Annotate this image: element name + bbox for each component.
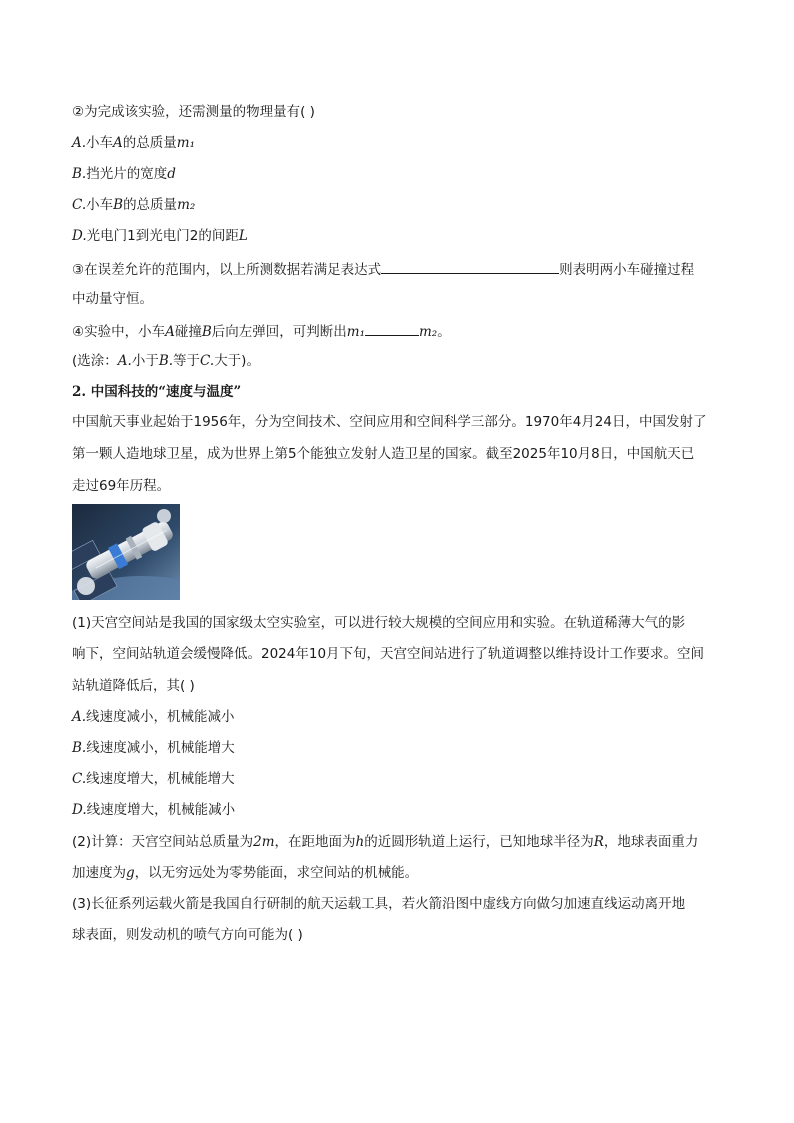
q2-heading: 2. 中国科技的“速度与温度” <box>72 384 242 400</box>
q2-part2-line1: (2)计算：天宫空间站总质量为2m，在距地面为h的近圆形轨道上运行，已知地球半径为R，地球表面重力 <box>72 834 699 850</box>
q1-step3-cont: 中动量守恒。 <box>72 291 153 307</box>
q1-option-a: A.小车A的总质量m₁ <box>72 135 196 151</box>
q2-part1-option-d: D.线速度增大，机械能减小 <box>72 802 236 818</box>
q2-part1-option-b: B.线速度减小，机械能增大 <box>72 740 235 756</box>
q2-part2-line2: 加速度为g，以无穷远处为零势能面，求空间站的机械能。 <box>72 865 419 881</box>
q2-part1-option-c: C.线速度增大，机械能增大 <box>72 771 235 787</box>
q1-step4: ④实验中，小车A碰撞B后向左弹回，可判断出m₁ m₂。 <box>72 321 451 341</box>
q2-part1-line3: 站轨道降低后，其( ) <box>72 678 195 694</box>
answer-blank-expression[interactable] <box>381 259 559 274</box>
q1-choice-hint: (选涂：A.小于B.等于C.大于)。 <box>72 353 260 369</box>
q1-option-c: C.小车B的总质量m₂ <box>72 197 196 213</box>
q2-part3-line1: (3)长征系列运载火箭是我国自行研制的航天运载工具，若火箭沿图中虚线方向做匀加速直线运动离开地 <box>72 896 686 912</box>
q2-intro-line2: 第一颗人造地球卫星，成为世界上第5个能独立发射人造卫星的国家。截至2025年10月8日，中国航天已 <box>72 446 695 462</box>
q1-step2: ②为完成该实验，还需测量的物理量有( ) <box>72 104 315 120</box>
q2-part1-option-a: A.线速度减小，机械能减小 <box>72 709 235 725</box>
q1-option-b: B.挡光片的宽度d <box>72 166 176 182</box>
q2-intro-line3: 走过69年历程。 <box>72 478 171 494</box>
q1-step3: ③在误差允许的范围内，以上所测数据若满足表达式 则表明两小车碰撞过程 <box>72 259 694 279</box>
q2-intro-line1: 中国航天事业起始于1956年，分为空间技术、空间应用和空间科学三部分。1970年4月24日，中国发射了 <box>72 414 707 430</box>
q2-part1-line2: 响下，空间站轨道会缓慢降低。2024年10月下旬，天宫空间站进行了轨道调整以维持设计工作要求。空间 <box>72 646 705 662</box>
q1-option-d: D.光电门1到光电门2的间距L <box>72 228 248 244</box>
space-station-image <box>72 504 180 600</box>
q2-part3-line2: 球表面，则发动机的喷气方向可能为( ) <box>72 927 303 943</box>
answer-blank-compare[interactable] <box>365 321 419 336</box>
q2-part1-line1: (1)天宫空间站是我国的国家级太空实验室，可以进行较大规模的空间应用和实验。在轨道稀薄大气的影 <box>72 615 686 631</box>
